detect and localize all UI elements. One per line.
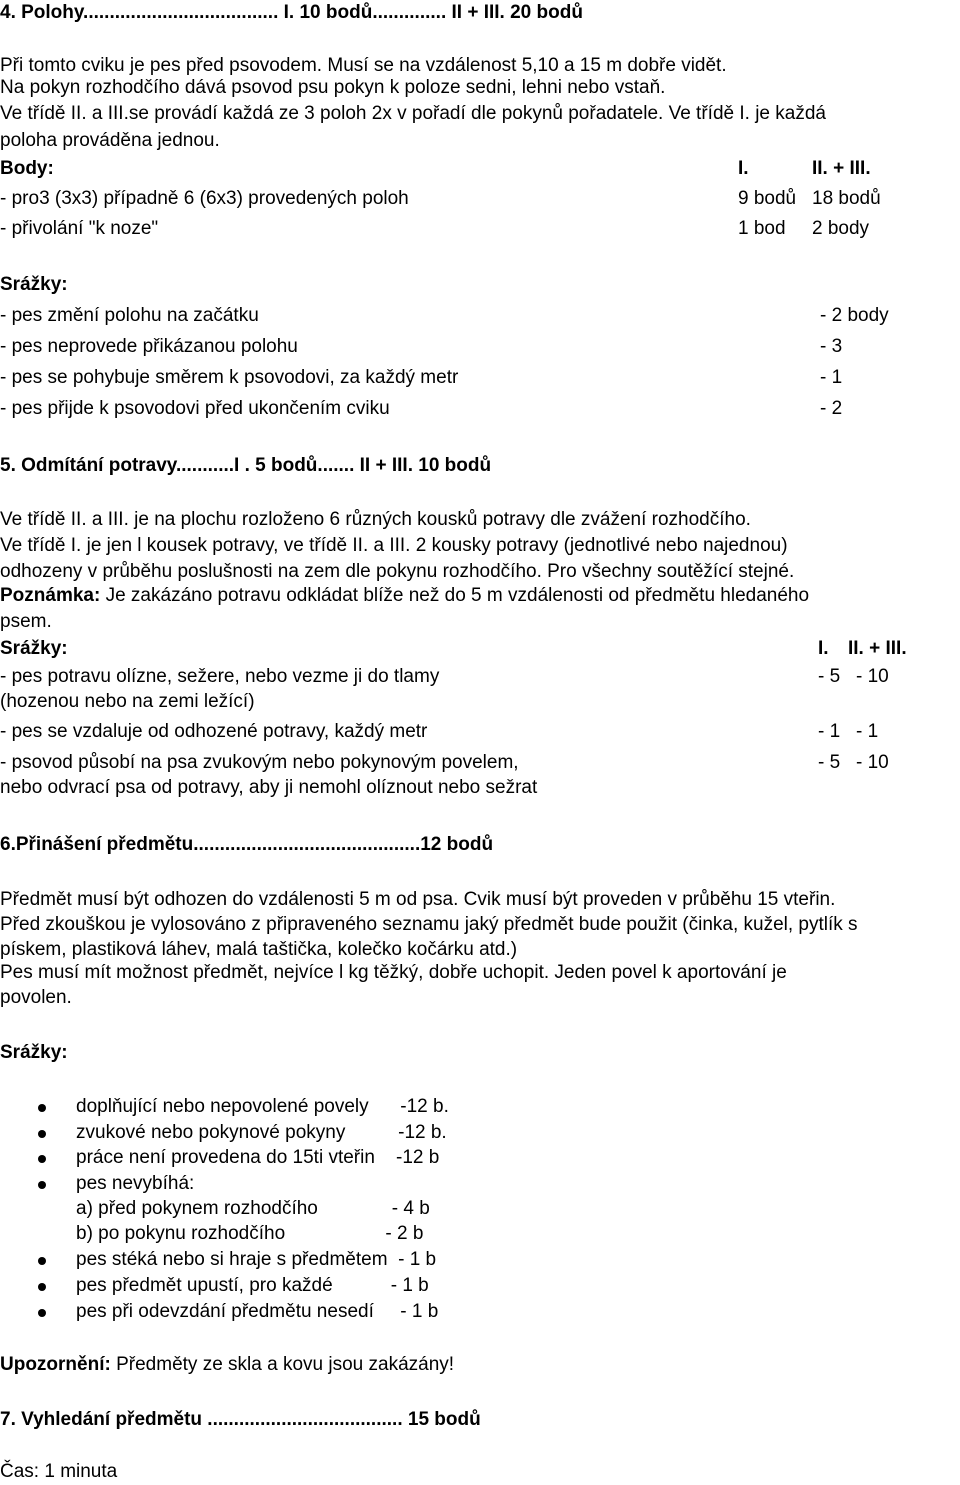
score-row-class-1: 9 bodů [738, 188, 797, 209]
bullet-icon [38, 1283, 46, 1291]
penalties-label: Srážky: [0, 638, 68, 659]
penalties-label: Srážky: [0, 274, 68, 295]
penalty-value: - 1 [820, 367, 843, 388]
penalty-text: - psovod působí na psa zvukovým nebo pokynovým povelem, [0, 752, 519, 773]
penalty-text: - pes se pohybuje směrem k psovodovi, za každý metr [0, 367, 459, 388]
body-label: Body: [0, 158, 54, 179]
section-5-note [0, 583, 809, 609]
bullet-icon [38, 1309, 46, 1317]
section-4-paragraph-line: poloha prováděna jednou. [0, 130, 220, 151]
penalty-value: - 5 - 10 [818, 752, 889, 773]
penalty-text-continued: nebo odvrací psa od potravy, aby ji nemohl olíznout nebo sežrat [0, 777, 538, 798]
penalty-value: - 3 [820, 336, 843, 357]
section-6-paragraph-line: Předmět musí být odhozen do vzdálenosti 5 m od psa. Cvik musí být proveden v průběhu 15 vteřin. [0, 889, 836, 910]
bullet-item: pes předmět upustí, pro každé - 1 b [76, 1275, 429, 1296]
bullet-item: zvukové nebo pokynové pokyny -12 b. [76, 1122, 447, 1143]
penalty-value: - 2 body [820, 305, 889, 326]
bullet-icon [38, 1181, 46, 1189]
bullet-item: pes při odevzdání předmětu nesedí - 1 b [76, 1301, 439, 1322]
section-6-paragraph-line: Před zkouškou je vylosováno z připraveného seznamu jaký předmět bude použit (činka, kužel, pytlík s [0, 914, 858, 935]
section-4-paragraph-line: Při tomto cviku je pes před psovodem. Musí se na vzdálenost 5,10 a 15 m dobře vidět. [0, 55, 727, 76]
note-label: Poznámka: [0, 585, 101, 606]
bullet-item: pes nevybíhá: [76, 1173, 195, 1194]
warning-text: Předměty ze skla a kovu jsou zakázány! [110, 1354, 455, 1375]
section-5-heading: 5. Odmítání potravy...........I . 5 bodů....... II + III. 10 bodů [0, 455, 492, 476]
score-row-class-2-3: 2 body [812, 218, 870, 239]
section-5-paragraph-line: Ve třídě II. a III. je na plochu rozloženo 6 různých kousků potravy dle zvážení rozhodčího. [0, 509, 751, 530]
penalty-value: - 1 - 1 [818, 721, 879, 742]
bullet-item: práce není provedena do 15ti vteřin -12 b [76, 1147, 440, 1168]
section-6-paragraph-line: povolen. [0, 987, 72, 1008]
bullet-item: doplňující nebo nepovolené povely -12 b. [76, 1096, 449, 1117]
note-text: Je zakázáno potravu odkládat blíže než do 5 m vzdálenosti od předmětu hledaného [100, 585, 810, 606]
score-row-text: - přivolání "k noze" [0, 218, 159, 239]
section-5-note-line: psem. [0, 611, 52, 632]
warning-label: Upozornění: [0, 1354, 111, 1375]
bullet-icon [38, 1155, 46, 1163]
section-4-heading: 4. Polohy..................................... I. 10 bodů.............. II + III. 20 bodů [0, 2, 583, 23]
bullet-icon [38, 1130, 46, 1138]
warning-note [0, 1352, 454, 1378]
penalty-value: - 2 [820, 398, 843, 419]
score-row-text: - pro3 (3x3) případně 6 (6x3) provedených poloh [0, 188, 409, 209]
column-class-2-3: II. + III. [848, 638, 907, 659]
column-class-1: I. [818, 638, 829, 659]
penalties-label: Srážky: [0, 1042, 68, 1063]
penalty-text: - pes změní polohu na začátku [0, 305, 259, 326]
bullet-icon [38, 1104, 46, 1112]
section-5-paragraph-line: odhozeny v průběhu poslušnosti na zem dle pokynu rozhodčího. Pro všechny soutěžící stejné. [0, 561, 795, 582]
section-4-paragraph-line: Ve třídě II. a III.se provádí každá ze 3 poloh 2x v pořadí dle pokynů pořadatele. Ve třídě I. je každá [0, 103, 826, 124]
column-class-2-3: II. + III. [812, 158, 871, 179]
penalty-text: - pes potravu olízne, sežere, nebo vezme ji do tlamy [0, 666, 440, 687]
score-row-class-1: 1 bod [738, 218, 786, 239]
section-7-time: Čas: 1 minuta [0, 1461, 118, 1482]
penalty-text: - pes přijde k psovodovi před ukončením cviku [0, 398, 390, 419]
penalty-text-continued: (hozenou nebo na zemi ležící) [0, 691, 255, 712]
bullet-icon [38, 1257, 46, 1265]
section-6-paragraph-line: Pes musí mít možnost předmět, nejvíce l kg těžký, dobře uchopit. Jeden povel k aportování je [0, 962, 787, 983]
penalty-text: - pes se vzdaluje od odhozené potravy, každý metr [0, 721, 428, 742]
score-row-class-2-3: 18 bodů [812, 188, 881, 209]
column-class-1: I. [738, 158, 749, 179]
bullet-item: pes stéká nebo si hraje s předmětem - 1 b [76, 1249, 437, 1270]
bullet-item-subline: a) před pokynem rozhodčího - 4 b [76, 1198, 430, 1219]
penalty-value: - 5 - 10 [818, 666, 889, 687]
section-6-paragraph-line: pískem, plastiková láhev, malá taštička, kolečko kočárku atd.) [0, 939, 518, 960]
penalty-text: - pes neprovede přikázanou polohu [0, 336, 298, 357]
section-4-paragraph-line: Na pokyn rozhodčího dává psovod psu pokyn k poloze sedni, lehni nebo vstaň. [0, 77, 666, 98]
bullet-item-subline: b) po pokynu rozhodčího - 2 b [76, 1223, 424, 1244]
section-5-paragraph-line: Ve třídě I. je jen l kousek potravy, ve třídě II. a III. 2 kousky potravy (jednotlivé nebo najednou) [0, 535, 788, 556]
section-7-heading: 7. Vyhledání předmětu ..................................... 15 bodů [0, 1409, 481, 1430]
section-6-heading: 6.Přinášení předmětu...........................................12 bodů [0, 834, 494, 855]
